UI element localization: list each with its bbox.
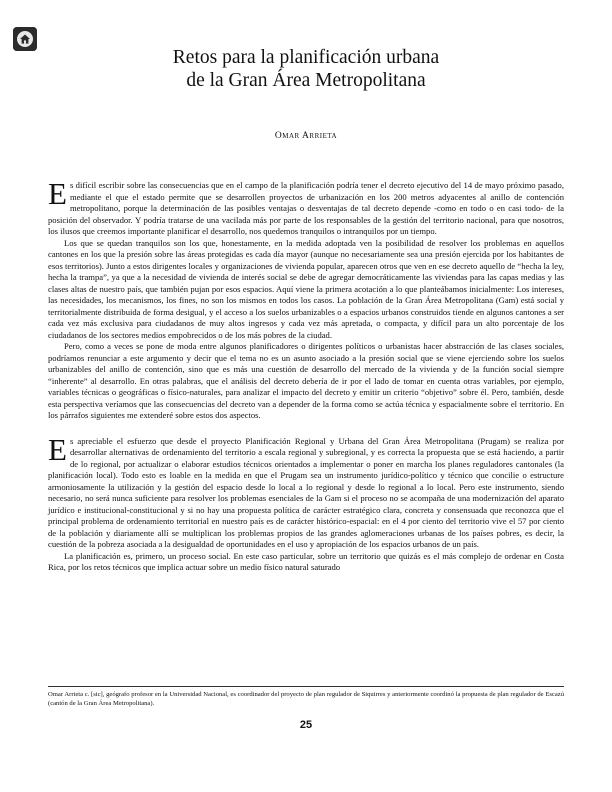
paragraph — [48, 176, 564, 238]
drop-cap: E — [48, 431, 67, 467]
footnote-divider — [48, 686, 564, 687]
article-title — [0, 46, 612, 92]
article-body — [48, 176, 564, 574]
paragraph: Los que se quedan tranquilos son los que, honestamente, en la medida adoptada ven la posibilidad de resolver los problemas en aquellos cantones en los que la presión sobre las áreas protegidas es cada día mayor (aunque no necesariamente sea una presión ejercida por los habitantes de esos territorios). Junto a estos dirigentes locales y organizaciones de vivienda popular, aparecen otros que ven en ese decreto aquello de “hecha la ley, hecha la trampa”, ya que a la necesidad de vivienda de interés social se debe de agregar democráticamente las viviendas para las capas medias y las clases altas de nuestro país, que también pujan por esos espacios. Aquí viene la primera acotación a lo que planteábamos inicialmente: Los intereses, las necesidades, los mecanismos, los fines, no son los mismos en todos los casos. La población de la Gran Área Metropolitana (Gam) está social y territorialmente distribuida de forma desigual, y el acceso a los suelos urbanizables o a espacios urbanos construidos tiende en algunos cantones a ser cada vez más exclusiva para ciudadanos de muy altos ingresos y cada vez más apretada, o compacta, y difícil para un alto porcentaje de los ciudadanos de los sectores medios empobrecidos o de los más pobres de la ciudad. — [48, 237, 564, 340]
paragraph: Pero, como a veces se pone de moda entre algunos planificadores o dirigentes políticos o urbanistas hacer abstracción de las clases sociales, podríamos renunciar a este argumento y decir que el tema no es un asunto asociado a la presión social que se viene ejerciendo sobre los suelos urbanizables del anillo de contención, sino que es más una cuestión de desarrollo del mercado de la vivienda y de la función social siempre “inherente” al desarrollo. En otras palabras, que el análisis del decreto debería de ir por el lado de tomar en cuenta otras variables, por ejemplo, variables técnicas o geográficas o físico-naturales, para analizar el impacto del decreto y emitir un criterio “objetivo” sobre él. Pero, también, desde esta perspectiva veríamos que las consecuencias del decreto van a depender de la forma como se actúa técnica y espacialmente sobre el territorio. En los párrafos siguientes me extenderé sobre estos dos aspectos. — [48, 341, 564, 420]
title-line-2: de la Gran Área Metropolitana — [186, 70, 426, 91]
paragraph-text: s difícil escribir sobre las consecuencias que en el campo de la planificación podría tener el decreto ejecutivo del 14 de mayo próximo pasado, mediante el que el estado permite que se desarrollen proyectos de urbanización en los 200 metros adyacentes al anillo de contención metropolitano, porque la determinación de las posibles ventajas o desventajas de tal decreto depende -como en todo o en casi todo- de la posición del observador. Y podría tratarse de una vacilada más por parte de los responsables de la gestión del territorio nacional, para que nosotros, los ilusos que creemos importante planificar el desarrollo, nos quedemos tranquilos o intranquilos por un tiempo. — [48, 180, 564, 236]
author-footnote: Omar Arrieta c. [sic], geógrafo profesor en la Universidad Nacional, es coordinador del proyecto de plan regulador de Siquirres y anteriormente coordinó la propuesta de plan regulador de Escazú (cantón de la Gran Área Metropolitana). — [48, 691, 564, 707]
page-number: 25 — [299, 719, 313, 731]
drop-cap: E — [48, 176, 67, 211]
paragraph — [48, 431, 564, 551]
paragraph: La planificación es, primero, un proceso social. En este caso particular, sobre un territorio que quizás es el más complejo de ordenar en Costa Rica, por los retos técnicos que implica actuar sobre un medio físico natural saturado — [48, 550, 564, 572]
title-line-1: Retos para la planificación urbana — [172, 47, 440, 68]
author-name: Omar Arrieta — [274, 131, 338, 141]
paragraph-text: s apreciable el esfuerzo que desde el proyecto Planificación Regional y Urbana del Gran Área Metropolitana (Prugam) se realiza por desarrollar alternativas de ordenamiento del territorio a escala regional y subregional, y es correcta la propuesta que se está haciendo, a partir de lo regional, por actualizar o elaborar estudios técnicos orientados a implementar o poner en marcha los planes reguladores cantonales (la planificación local). Todo esto es loable en la medida en que el Prugam sea un instrumento jurídico-político y técnico que concilie o estructure armoniosamente la utilización y la gestión del espacio desde lo local a lo regional y desde lo regional a lo local. Pero este instrumento, siendo necesario, no será nunca suficiente para resolver los problemas esenciales de la Gam si el proceso no se acompaña de una modernización del aparato jurídico e institucional-constitucional y si no hay una propuesta política de carácter estratégico clara, concreta y consensuada que reconozca que el principal problema de ordenamiento territorial en nuestro país es de carácter histórico-espacial: en el 4 por ciento del territorio vive el 57 por ciento de la población y diariamente allí se multiplican los problemas propios de las grandes aglomeraciones urbanas de los países pobres, es decir, la cuestión de la pobreza asociada a la desigualdad de oportunidades en el uso y apropiación de los espacios urbanos de un país. — [48, 435, 564, 549]
